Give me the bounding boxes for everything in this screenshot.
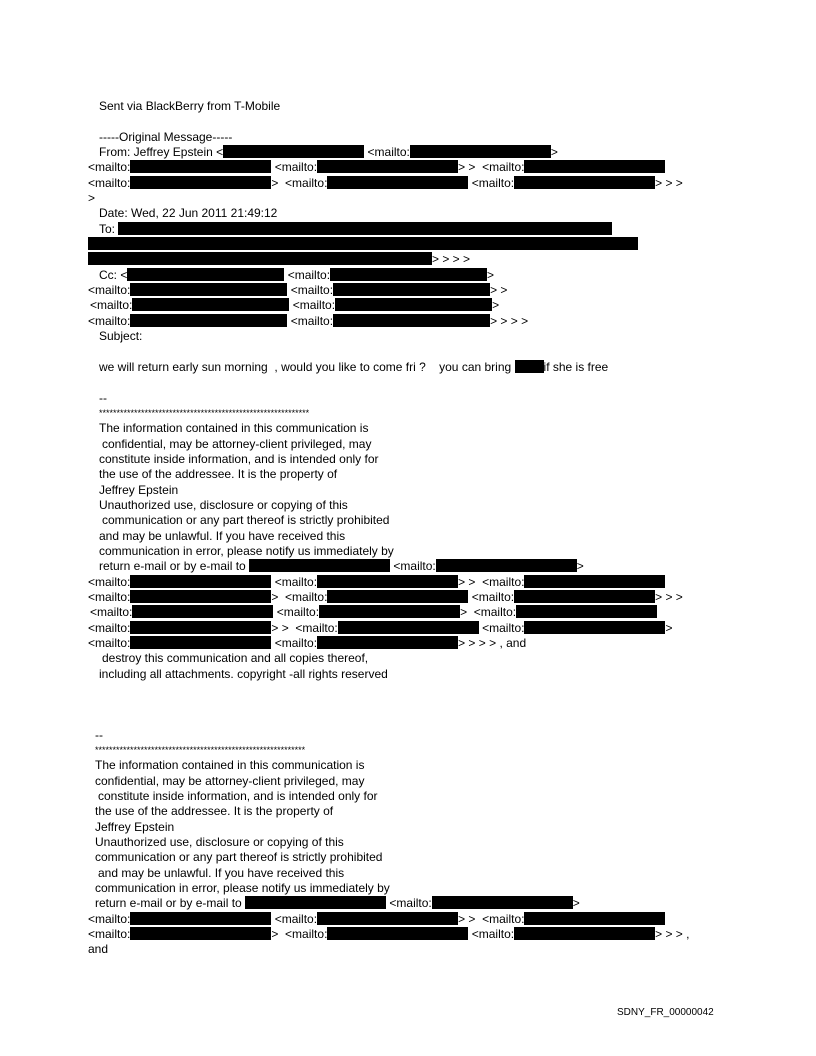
mailto-label: <mailto: [88, 636, 131, 650]
mailto-label: <mailto: [276, 605, 320, 619]
redaction-box [127, 268, 284, 281]
disclaimer-line: communication in error, please notify us immediately by [99, 544, 394, 558]
disclaimer-line: the use of the addressee. It is the property of [99, 467, 338, 481]
mailto-label: <mailto: [482, 575, 525, 589]
redaction-box [130, 575, 271, 588]
mailto-label: <mailto: [285, 176, 328, 190]
cc-line-cont [88, 314, 528, 328]
from-line-cont [88, 176, 683, 190]
signature-dash: -- [99, 391, 107, 405]
mailto-label: <mailto: [295, 621, 338, 635]
redaction-box [130, 176, 271, 189]
bracket-text: > > [458, 912, 476, 926]
mailto-label: <mailto: [88, 912, 131, 926]
mailto-label: <mailto: [471, 927, 515, 941]
redaction-box [524, 912, 665, 925]
redaction-box [249, 559, 390, 572]
disclaimer-line: The information contained in this communication is [95, 758, 365, 772]
cc-line-cont [90, 298, 499, 312]
to-line-cont [88, 237, 638, 251]
mailto-line [88, 621, 672, 635]
redaction-box [88, 252, 432, 265]
disclaimer-line: The information contained in this communication is [99, 421, 369, 435]
redaction-box [515, 360, 544, 373]
to-line [99, 222, 612, 236]
redaction-box [317, 575, 458, 588]
redaction-box [333, 314, 490, 327]
disclaimer-line: confidential, may be attorney-client privileged, may [102, 437, 372, 451]
mailto-line [88, 590, 683, 604]
disclaimer-line: confidential, may be attorney-client privileged, may [95, 774, 365, 788]
message-text-end: if she is free [543, 360, 609, 374]
mailto-label: <mailto: [287, 268, 331, 282]
mailto-label: <mailto: [90, 605, 133, 619]
bracket-text: > > > > [490, 314, 529, 328]
mailto-label: <mailto: [292, 298, 336, 312]
redaction-box [436, 559, 577, 572]
redaction-box [410, 145, 551, 158]
redaction-box [524, 160, 665, 173]
mailto-label: <mailto: [274, 160, 318, 174]
bracket-text: > [576, 559, 584, 573]
mailto-label: <mailto: [290, 283, 334, 297]
redaction-box [330, 268, 487, 281]
redaction-box [130, 283, 287, 296]
bracket-text: > > [271, 621, 289, 635]
message-body [99, 360, 608, 374]
redaction-box [130, 927, 271, 940]
bracket-text: > > > > [432, 252, 471, 266]
redaction-box [130, 912, 271, 925]
mailto-label: <mailto: [367, 145, 410, 159]
disclaimer-line: Jeffrey Epstein [99, 483, 179, 497]
redaction-box [432, 896, 573, 909]
redaction-box [245, 896, 386, 909]
redaction-box [516, 605, 657, 618]
redaction-box [327, 590, 468, 603]
redaction-box [514, 590, 655, 603]
bracket-text: > [665, 621, 673, 635]
bracket-text: > [572, 896, 580, 910]
redaction-box [524, 575, 665, 588]
redaction-box [333, 283, 490, 296]
mailto-label: <mailto: [473, 605, 517, 619]
stars-divider: ************************************************************ [95, 745, 306, 755]
redaction-box [130, 636, 271, 649]
mailto-label: <mailto: [90, 298, 133, 312]
mailto-label: <mailto: [88, 590, 131, 604]
mailto-label: <mailto: [88, 176, 131, 190]
redaction-box [327, 927, 468, 940]
and-suffix: , and [499, 636, 527, 650]
mailto-line [88, 575, 665, 589]
original-message-divider: -----Original Message----- [99, 130, 233, 144]
mailto-line: <mailto: > <mailto: <mailto: > > > , [88, 927, 690, 941]
redaction-box [132, 298, 289, 311]
mailto-label: <mailto: [274, 575, 318, 589]
disclaimer-line: constitute inside information, and is intended only for [98, 789, 378, 803]
bracket-text: > > > > [458, 636, 497, 650]
message-text: we will return early sun morning , would you like to come fri ? you can bring [99, 360, 515, 374]
mailto-label: <mailto: [274, 912, 318, 926]
from-line-cont [88, 160, 665, 174]
redaction-box [524, 621, 665, 634]
disclaimer-line: and may be unlawful. If you have received this [99, 529, 346, 543]
bracket-text: > [460, 605, 468, 619]
disclaimer-line: communication in error, please notify us immediately by [95, 881, 390, 895]
cc-line [99, 268, 494, 282]
redaction-box [88, 237, 638, 250]
bracket-text: > > [490, 283, 508, 297]
stars-divider: ************************************************************ [99, 408, 310, 418]
mailto-label: <mailto: [393, 559, 436, 573]
mailto-label: <mailto: [482, 912, 525, 926]
mailto-label: <mailto: [88, 927, 131, 941]
bracket-text: > [487, 268, 495, 282]
redaction-box [130, 621, 271, 634]
bracket-text: > > > [655, 176, 683, 190]
redaction-box [338, 621, 479, 634]
bracket-text: > [550, 145, 558, 159]
mailto-line [90, 605, 657, 619]
mailto-label: <mailto: [88, 283, 131, 297]
destroy-line: destroy this communication and all copies thereof, [102, 651, 369, 665]
disclaimer-line: the use of the addressee. It is the property of [95, 804, 334, 818]
subject-line: Subject: [99, 329, 143, 343]
redaction-box [130, 590, 271, 603]
mailto-label: <mailto: [88, 575, 131, 589]
redaction-box [514, 927, 655, 940]
to-line-cont [88, 252, 470, 266]
redaction-box [130, 160, 271, 173]
bates-number: SDNY_FR_00000042 [617, 1007, 714, 1018]
redaction-box [317, 160, 458, 173]
mailto-label: <mailto: [389, 896, 432, 910]
redaction-box [130, 314, 287, 327]
bracket-text: > > > [655, 927, 683, 941]
date-line: Date: Wed, 22 Jun 2011 21:49:12 [99, 206, 278, 220]
mailto-label: <mailto: [274, 636, 318, 650]
redaction-box [327, 176, 468, 189]
from-label: From: Jeffrey Epstein < [99, 145, 224, 159]
mailto-line [88, 636, 526, 650]
mailto-label: <mailto: [88, 314, 131, 328]
redaction-box [132, 605, 273, 618]
return-email-text: return e-mail or by e-mail to [99, 559, 250, 573]
mailto-label: <mailto: [482, 621, 525, 635]
bracket-text: > > > [655, 590, 683, 604]
cc-label: Cc: < [99, 268, 128, 282]
cc-line-cont [88, 283, 507, 297]
redaction-box [223, 145, 364, 158]
attachments-line: including all attachments. copyright -all rights reserved [99, 667, 388, 681]
mailto-label: <mailto: [88, 160, 131, 174]
bracket-line: > [88, 191, 96, 205]
bracket-text: > [271, 927, 279, 941]
redaction-box [335, 298, 492, 311]
disclaimer-line: communication or any part thereof is strictly prohibited [95, 850, 383, 864]
redaction-box [317, 636, 458, 649]
sent-via-line: Sent via BlackBerry from T-Mobile [99, 99, 281, 113]
and-line: and [88, 942, 109, 956]
to-label: To: [99, 222, 116, 236]
disclaimer-line [95, 896, 580, 910]
mailto-label: <mailto: [88, 621, 131, 635]
redaction-box [317, 912, 458, 925]
return-email-text: return e-mail or by e-mail to [95, 896, 246, 910]
bracket-text: > [492, 298, 500, 312]
bracket-text: > > [458, 575, 476, 589]
disclaimer-line: Unauthorized use, disclosure or copying of this [95, 835, 344, 849]
disclaimer-line: Jeffrey Epstein [95, 820, 175, 834]
mailto-label: <mailto: [471, 176, 515, 190]
disclaimer-line: and may be unlawful. If you have received this [98, 866, 345, 880]
bracket-text: > [271, 176, 279, 190]
disclaimer-line [99, 559, 584, 573]
disclaimer-line: constitute inside information, and is intended only for [99, 452, 379, 466]
disclaimer-line: Unauthorized use, disclosure or copying of this [99, 498, 348, 512]
from-line [99, 145, 558, 159]
redaction-box [319, 605, 460, 618]
disclaimer-line: communication or any part thereof is strictly prohibited [102, 513, 390, 527]
mailto-label: <mailto: [471, 590, 515, 604]
bracket-text: > [271, 590, 279, 604]
signature-dash: -- [95, 728, 103, 742]
bracket-text: > > [458, 160, 476, 174]
mailto-line [88, 912, 665, 926]
mailto-label: <mailto: [285, 590, 328, 604]
redaction-box [118, 222, 612, 235]
mailto-label: <mailto: [482, 160, 525, 174]
mailto-label: <mailto: [290, 314, 334, 328]
redaction-box [514, 176, 655, 189]
mailto-label: <mailto: [285, 927, 328, 941]
